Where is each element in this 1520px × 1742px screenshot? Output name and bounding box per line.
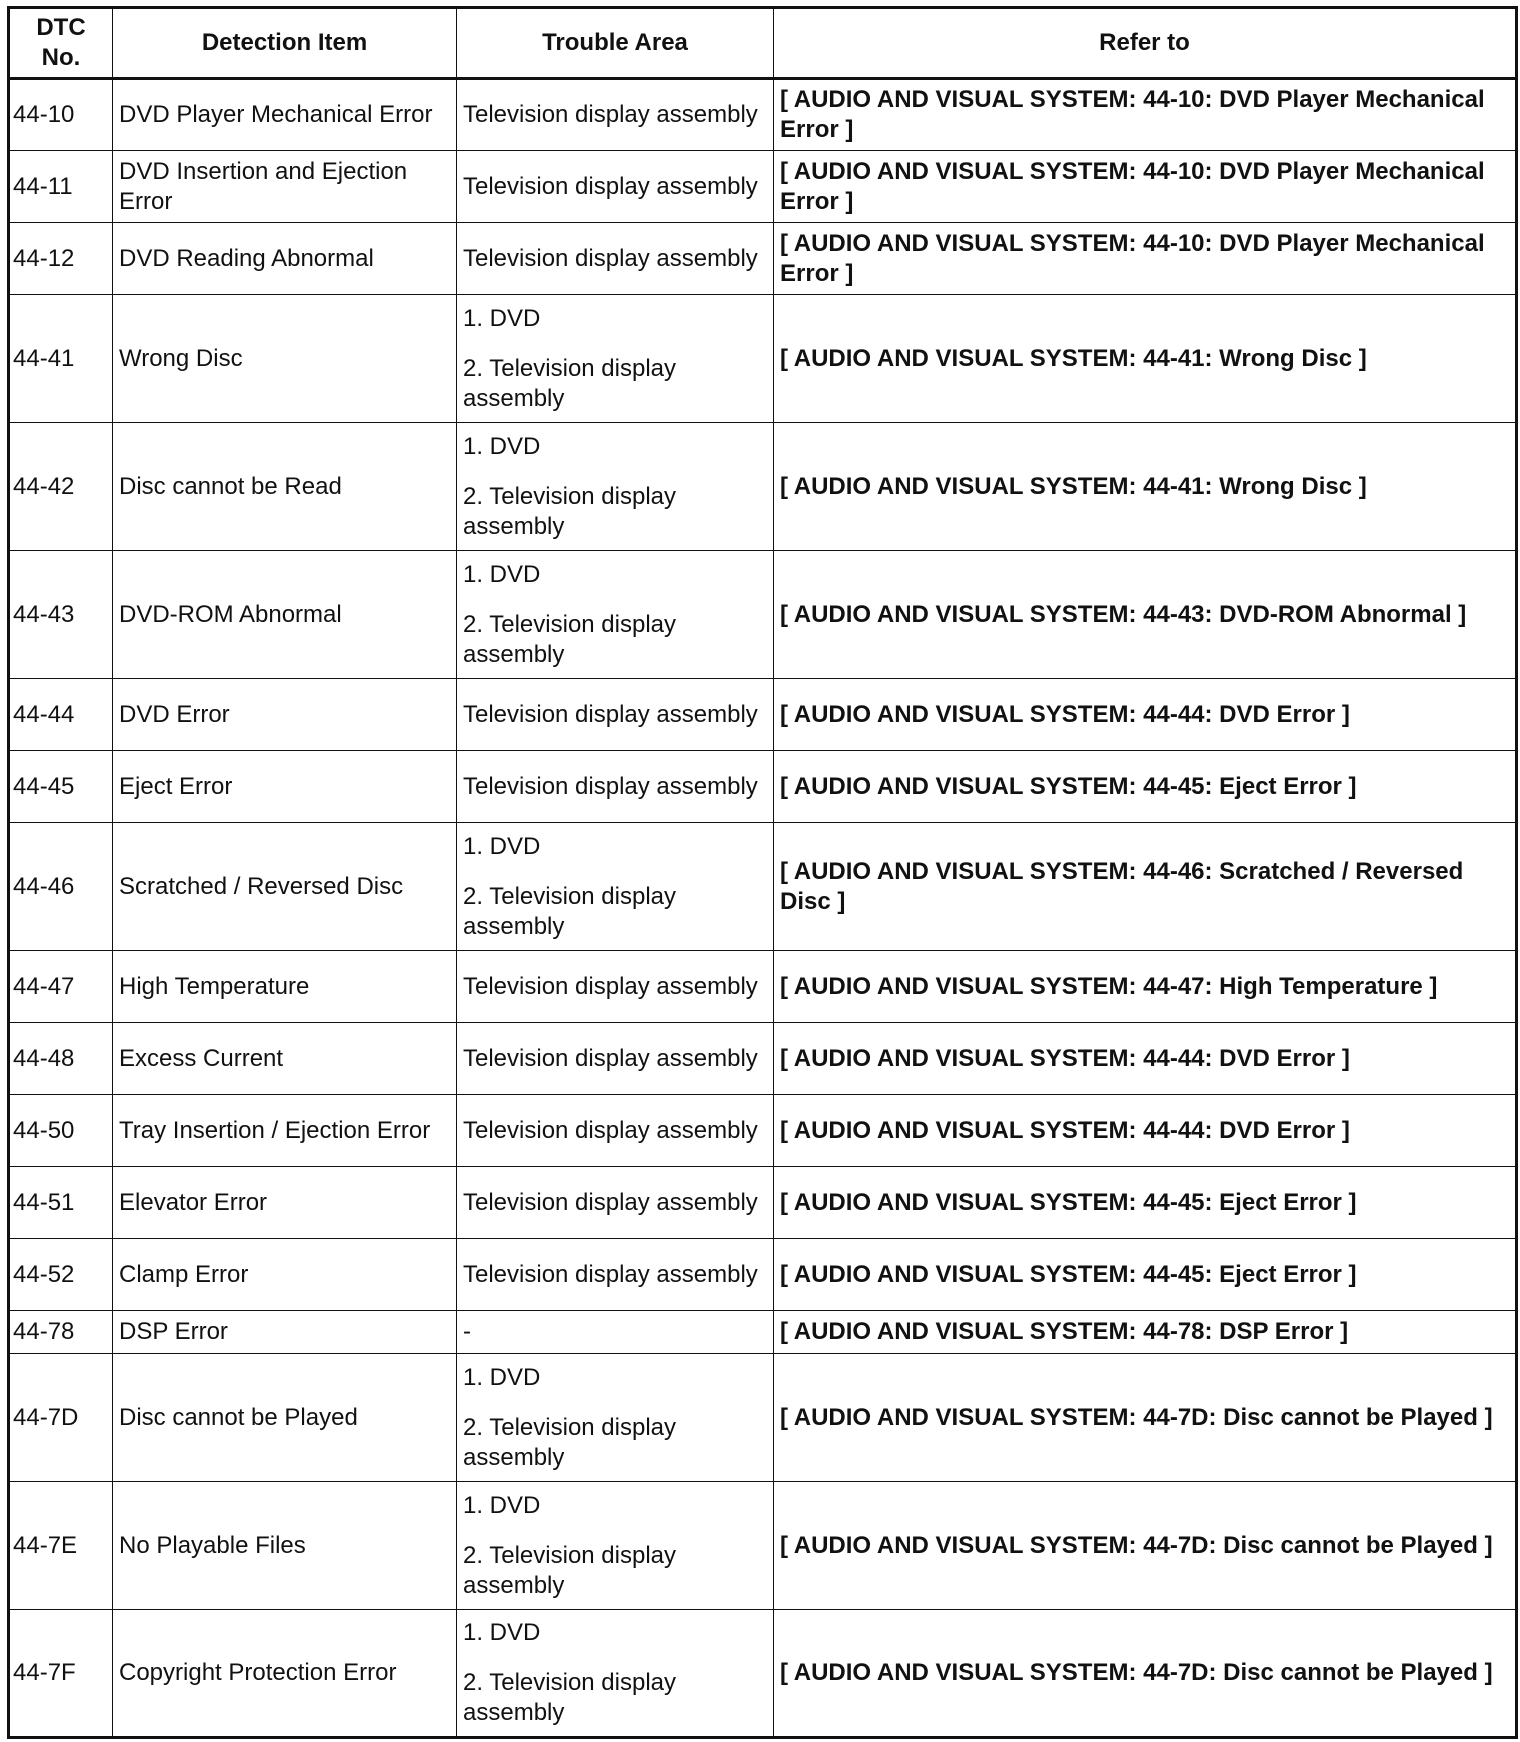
- detection-item: Wrong Disc: [113, 295, 457, 423]
- table-row: [9, 551, 1517, 679]
- dtc-number: 44-43: [9, 551, 113, 679]
- dtc-number: 44-7D: [9, 1354, 113, 1482]
- trouble-area-line: 2. Television display assembly: [463, 610, 677, 668]
- trouble-area-line: 2. Television display assembly: [463, 1413, 677, 1471]
- detection-item: Disc cannot be Read: [113, 423, 457, 551]
- table-row: [9, 1167, 1517, 1239]
- refer-to-link[interactable]: [ AUDIO AND VISUAL SYSTEM: 44-45: Eject Error ]: [774, 1239, 1517, 1311]
- trouble-area-line: Television display assembly: [463, 772, 758, 800]
- trouble-area: [457, 1354, 774, 1482]
- refer-to-link[interactable]: [ AUDIO AND VISUAL SYSTEM: 44-44: DVD Error ]: [774, 1095, 1517, 1167]
- dtc-number: 44-7E: [9, 1482, 113, 1610]
- detection-item: Scratched / Reversed Disc: [113, 823, 457, 951]
- trouble-area: [457, 751, 774, 823]
- trouble-area-line: Television display assembly: [463, 1044, 758, 1072]
- trouble-area: [457, 951, 774, 1023]
- trouble-area: [457, 551, 774, 679]
- trouble-area-line: 1. DVD: [463, 560, 541, 588]
- dtc-number: 44-78: [9, 1311, 113, 1354]
- trouble-area: [457, 1482, 774, 1610]
- trouble-area-line: 1. DVD: [463, 304, 541, 332]
- trouble-area-line: 2. Television display assembly: [463, 354, 677, 412]
- trouble-area: [457, 823, 774, 951]
- table-row: [9, 1239, 1517, 1311]
- detection-item: DVD Insertion and Ejection Error: [113, 151, 457, 223]
- detection-item: Elevator Error: [113, 1167, 457, 1239]
- dtc-number: 44-48: [9, 1023, 113, 1095]
- trouble-area: [457, 295, 774, 423]
- table-row: [9, 1610, 1517, 1738]
- table-header-row: [9, 8, 1517, 79]
- detection-item: Clamp Error: [113, 1239, 457, 1311]
- trouble-area-line: Television display assembly: [463, 244, 758, 272]
- table-row: [9, 423, 1517, 551]
- refer-to-link[interactable]: [ AUDIO AND VISUAL SYSTEM: 44-78: DSP Error ]: [774, 1311, 1517, 1354]
- dtc-number: 44-47: [9, 951, 113, 1023]
- trouble-area: [457, 223, 774, 295]
- detection-item: Eject Error: [113, 751, 457, 823]
- table-row: [9, 679, 1517, 751]
- header-detection-item: Detection Item: [113, 8, 457, 79]
- table-row: [9, 151, 1517, 223]
- dtc-number: 44-12: [9, 223, 113, 295]
- refer-to-link[interactable]: [ AUDIO AND VISUAL SYSTEM: 44-46: Scratched / Reversed Disc ]: [774, 823, 1517, 951]
- table-row: [9, 1023, 1517, 1095]
- refer-to-link[interactable]: [ AUDIO AND VISUAL SYSTEM: 44-45: Eject Error ]: [774, 751, 1517, 823]
- header-dtc-no: DTC No.: [9, 8, 113, 79]
- detection-item: Copyright Protection Error: [113, 1610, 457, 1738]
- table-row: [9, 951, 1517, 1023]
- dtc-number: 44-44: [9, 679, 113, 751]
- table-row: [9, 1354, 1517, 1482]
- trouble-area: [457, 679, 774, 751]
- trouble-area-line: -: [463, 1318, 471, 1345]
- dtc-number: 44-10: [9, 79, 113, 151]
- table-row: [9, 79, 1517, 151]
- trouble-area-line: 1. DVD: [463, 1363, 541, 1391]
- trouble-area: [457, 1023, 774, 1095]
- detection-item: DVD Error: [113, 679, 457, 751]
- refer-to-link[interactable]: [ AUDIO AND VISUAL SYSTEM: 44-10: DVD Player Mechanical Error ]: [774, 223, 1517, 295]
- trouble-area-line: 2. Television display assembly: [463, 1669, 677, 1726]
- dtc-number: 44-7F: [9, 1610, 113, 1738]
- table-row: [9, 751, 1517, 823]
- trouble-area: [457, 1167, 774, 1239]
- trouble-area-line: 1. DVD: [463, 1619, 541, 1646]
- dtc-number: 44-41: [9, 295, 113, 423]
- dtc-number: 44-51: [9, 1167, 113, 1239]
- refer-to-link[interactable]: [ AUDIO AND VISUAL SYSTEM: 44-47: High Temperature ]: [774, 951, 1517, 1023]
- trouble-area: [457, 423, 774, 551]
- detection-item: DVD Player Mechanical Error: [113, 79, 457, 151]
- trouble-area-line: Television display assembly: [463, 172, 758, 200]
- dtc-table: [7, 6, 1518, 1739]
- detection-item: Disc cannot be Played: [113, 1354, 457, 1482]
- table-body: [9, 79, 1517, 1738]
- trouble-area: [457, 1311, 774, 1354]
- detection-item: DVD-ROM Abnormal: [113, 551, 457, 679]
- trouble-area-line: Television display assembly: [463, 972, 758, 1000]
- header-refer-to: Refer to: [774, 8, 1517, 79]
- trouble-area-line: 1. DVD: [463, 832, 541, 860]
- dtc-number: 44-50: [9, 1095, 113, 1167]
- detection-item: Excess Current: [113, 1023, 457, 1095]
- trouble-area-line: Television display assembly: [463, 700, 758, 728]
- refer-to-link[interactable]: [ AUDIO AND VISUAL SYSTEM: 44-10: DVD Player Mechanical Error ]: [774, 79, 1517, 151]
- dtc-number: 44-45: [9, 751, 113, 823]
- trouble-area-line: 2. Television display assembly: [463, 482, 677, 540]
- detection-item: DSP Error: [113, 1311, 457, 1354]
- refer-to-link[interactable]: [ AUDIO AND VISUAL SYSTEM: 44-45: Eject Error ]: [774, 1167, 1517, 1239]
- trouble-area: [457, 1095, 774, 1167]
- detection-item: Tray Insertion / Ejection Error: [113, 1095, 457, 1167]
- detection-item: High Temperature: [113, 951, 457, 1023]
- trouble-area: [457, 79, 774, 151]
- trouble-area-line: Television display assembly: [463, 101, 758, 128]
- detection-item: DVD Reading Abnormal: [113, 223, 457, 295]
- dtc-number: 44-42: [9, 423, 113, 551]
- detection-item: No Playable Files: [113, 1482, 457, 1610]
- table-row: [9, 1095, 1517, 1167]
- refer-to-link[interactable]: [ AUDIO AND VISUAL SYSTEM: 44-41: Wrong Disc ]: [774, 423, 1517, 551]
- trouble-area-line: Television display assembly: [463, 1260, 758, 1288]
- refer-to-link[interactable]: [ AUDIO AND VISUAL SYSTEM: 44-10: DVD Player Mechanical Error ]: [774, 151, 1517, 223]
- refer-to-link[interactable]: [ AUDIO AND VISUAL SYSTEM: 44-44: DVD Error ]: [774, 679, 1517, 751]
- header-trouble-area: Trouble Area: [457, 8, 774, 79]
- trouble-area-line: 1. DVD: [463, 1491, 541, 1519]
- dtc-number: 44-11: [9, 151, 113, 223]
- refer-to-link[interactable]: [ AUDIO AND VISUAL SYSTEM: 44-43: DVD-ROM Abnormal ]: [774, 551, 1517, 679]
- dtc-number: 44-52: [9, 1239, 113, 1311]
- refer-to-link[interactable]: [ AUDIO AND VISUAL SYSTEM: 44-44: DVD Error ]: [774, 1023, 1517, 1095]
- trouble-area-line: 2. Television display assembly: [463, 1541, 677, 1599]
- trouble-area: [457, 151, 774, 223]
- trouble-area: [457, 1239, 774, 1311]
- trouble-area-line: 2. Television display assembly: [463, 882, 677, 940]
- table-row: [9, 1311, 1517, 1354]
- refer-to-link[interactable]: [ AUDIO AND VISUAL SYSTEM: 44-41: Wrong Disc ]: [774, 295, 1517, 423]
- trouble-area: [457, 1610, 774, 1738]
- table-row: [9, 823, 1517, 951]
- refer-to-link[interactable]: [ AUDIO AND VISUAL SYSTEM: 44-7D: Disc cannot be Played ]: [774, 1354, 1517, 1482]
- table-row: [9, 223, 1517, 295]
- trouble-area-line: Television display assembly: [463, 1116, 758, 1144]
- dtc-number: 44-46: [9, 823, 113, 951]
- trouble-area-line: 1. DVD: [463, 432, 541, 460]
- trouble-area-line: Television display assembly: [463, 1188, 758, 1216]
- refer-to-link[interactable]: [ AUDIO AND VISUAL SYSTEM: 44-7D: Disc cannot be Played ]: [774, 1610, 1517, 1738]
- refer-to-link[interactable]: [ AUDIO AND VISUAL SYSTEM: 44-7D: Disc cannot be Played ]: [774, 1482, 1517, 1610]
- table-row: [9, 1482, 1517, 1610]
- table-row: [9, 295, 1517, 423]
